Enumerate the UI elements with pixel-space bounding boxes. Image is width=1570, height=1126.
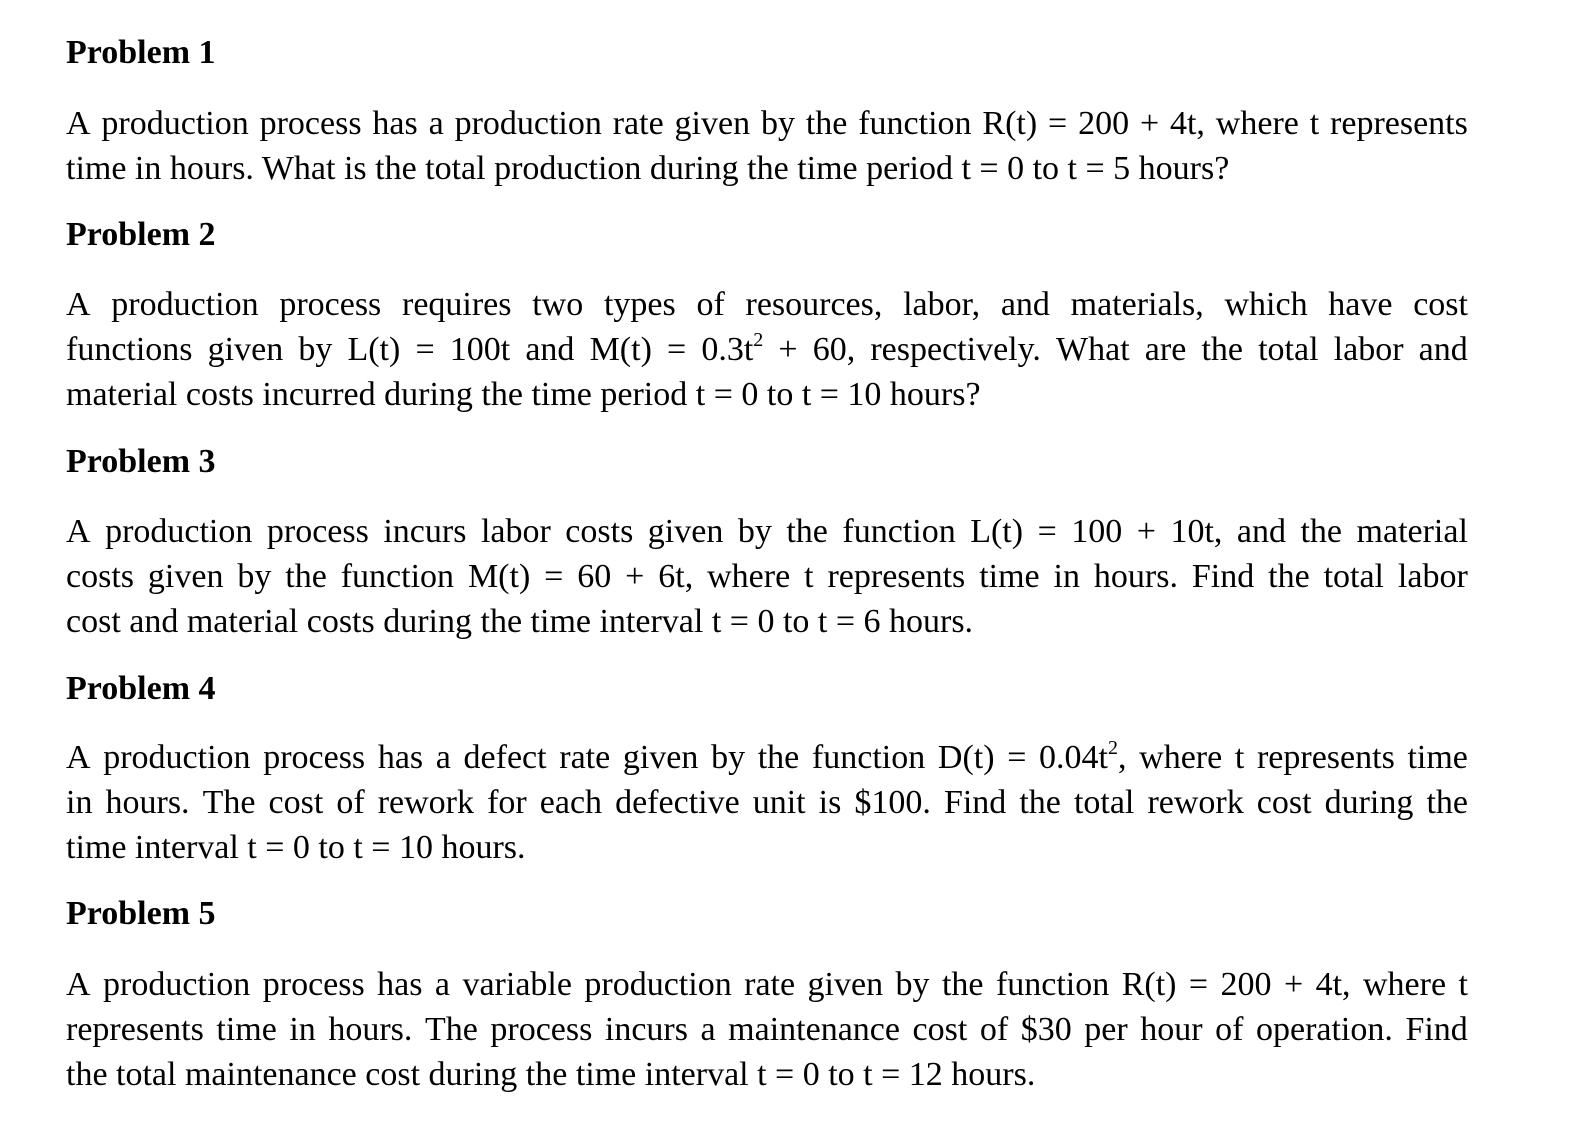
word: = — [1048, 105, 1068, 142]
word: in — [66, 784, 93, 821]
word: in — [289, 1011, 316, 1048]
problem-2-line-2 — [66, 327, 1468, 372]
word: = — [415, 331, 435, 368]
word: defective — [615, 784, 740, 821]
word: production — [584, 966, 732, 1003]
word: the — [1300, 513, 1343, 550]
problem-2-text — [66, 282, 1468, 417]
word: of — [1215, 1011, 1244, 1048]
word: of — [336, 784, 365, 821]
problem-3-text — [66, 509, 1468, 644]
word: Find — [943, 784, 1007, 821]
word: functions — [66, 331, 193, 368]
word: M(t) — [589, 331, 652, 368]
word: by — [711, 739, 746, 776]
word: where — [707, 558, 791, 595]
word: which — [1224, 286, 1308, 323]
problem-5-line-3: the total maintenance cost during the time interval t = 0 to t = 12 hours. — [66, 1056, 1036, 1093]
word: each — [539, 784, 603, 821]
problem-5-heading: Problem 5 — [66, 895, 216, 932]
problem-4-line-1 — [66, 735, 1468, 780]
word: A — [66, 513, 91, 550]
word: has — [372, 105, 418, 142]
word: rate — [744, 966, 796, 1003]
word: L(t) — [347, 331, 401, 368]
word: by — [298, 331, 333, 368]
word: production — [101, 105, 249, 142]
word: process — [490, 1011, 593, 1048]
problem-2-line-3: material costs incurred during the time period t = 0 to t = 10 hours? — [66, 376, 981, 413]
word: $100. — [854, 784, 931, 821]
word: t — [1309, 105, 1320, 142]
word: A — [66, 105, 91, 142]
word: rate — [612, 105, 664, 142]
word: + — [778, 331, 798, 368]
word: the — [941, 966, 984, 1003]
word: $30 — [1020, 1011, 1072, 1048]
word: respectively. — [870, 331, 1041, 368]
word: a — [435, 739, 451, 776]
word: process — [259, 105, 362, 142]
word: hours. — [1093, 558, 1178, 595]
word: production — [111, 286, 259, 323]
word: What — [1056, 331, 1130, 368]
word: hour — [1140, 1011, 1203, 1048]
word: 6t, — [658, 558, 694, 595]
problem-1-line-1 — [66, 101, 1468, 146]
word: + — [1136, 513, 1156, 550]
word: The — [202, 784, 256, 821]
word: represents — [1256, 739, 1395, 776]
word: 200 — [1078, 105, 1130, 142]
word: cost — [1256, 784, 1312, 821]
word: by — [760, 105, 795, 142]
word: and — [1236, 513, 1286, 550]
word: total — [1323, 558, 1385, 595]
word: of — [979, 1011, 1009, 1048]
word: for — [487, 784, 527, 821]
word: function — [340, 558, 455, 595]
word: per — [1084, 1011, 1128, 1048]
word: rework — [377, 784, 475, 821]
word: and — [1000, 286, 1050, 323]
word: where — [1139, 739, 1223, 776]
problem-2-line-1 — [66, 282, 1468, 327]
word: function — [811, 739, 926, 776]
word: incurs — [604, 1011, 688, 1048]
word: defect — [463, 739, 547, 776]
word: = — [1037, 513, 1057, 550]
word: rework — [1147, 784, 1244, 821]
word: 200 — [1220, 966, 1272, 1003]
word: represents — [66, 1011, 204, 1048]
word: by — [737, 513, 772, 550]
word: material — [1356, 513, 1468, 550]
word: where — [1215, 105, 1299, 142]
word: a — [700, 1011, 716, 1048]
word: given — [207, 331, 284, 368]
word: t — [1458, 966, 1468, 1003]
problem-1-heading: Problem 1 — [66, 34, 216, 71]
word: process — [263, 739, 366, 776]
word: maintenance — [728, 1011, 900, 1048]
word: M(t) — [467, 558, 531, 595]
word: production — [105, 513, 253, 550]
word: have — [1328, 286, 1393, 323]
problem-5-line-2 — [66, 1007, 1468, 1052]
word: represents — [1330, 105, 1468, 142]
word: function — [858, 105, 972, 142]
word: labor — [1333, 331, 1404, 368]
word: 4t, — [1315, 966, 1351, 1003]
word: = — [544, 558, 564, 595]
word: process — [279, 286, 382, 323]
word: cost — [1413, 286, 1468, 323]
word: labor — [1397, 558, 1468, 595]
word: unit — [752, 784, 806, 821]
word: given — [647, 513, 724, 550]
word: $0.3t^2$ — [701, 329, 764, 368]
word: the — [805, 105, 848, 142]
problem-3-line-3: cost and material costs during the time interval t = 0 to t = 6 hours. — [66, 603, 974, 640]
word: the — [1426, 784, 1468, 821]
word: labor — [480, 513, 551, 550]
word: time — [979, 558, 1040, 595]
word: given — [622, 739, 699, 776]
word: D(t) — [937, 739, 995, 776]
word: production — [103, 739, 251, 776]
word: L(t) — [970, 513, 1024, 550]
word: A — [66, 286, 91, 323]
word: + — [1283, 966, 1304, 1003]
word: = — [1007, 739, 1027, 776]
word: 10t, — [1170, 513, 1223, 550]
word: process — [262, 966, 365, 1003]
problem-3-line-1 — [66, 509, 1468, 554]
word: Find — [1191, 558, 1255, 595]
problem-4-heading: Problem 4 — [66, 670, 216, 707]
word: the — [1019, 784, 1061, 821]
word: the — [757, 739, 800, 776]
word: $0.04t^2$, — [1039, 737, 1127, 776]
word: function — [842, 513, 956, 550]
word: operation. — [1255, 1011, 1393, 1048]
word: 100t — [449, 331, 511, 368]
word: total — [1258, 331, 1319, 368]
problem-5-line-1 — [66, 962, 1468, 1007]
word: given — [674, 105, 751, 142]
word: in — [1053, 558, 1080, 595]
word: labor, — [903, 286, 981, 323]
word: 4t, — [1169, 105, 1205, 142]
word: a — [428, 105, 444, 142]
word: hours. — [328, 1011, 413, 1048]
word: = — [667, 331, 687, 368]
word: materials, — [1070, 286, 1204, 323]
word: requires — [402, 286, 512, 323]
word: represents — [827, 558, 966, 595]
word: R(t) — [982, 105, 1038, 142]
word: variable — [462, 966, 572, 1003]
word: production — [454, 105, 602, 142]
word: function — [995, 966, 1110, 1003]
word: is — [818, 784, 842, 821]
word: during — [1324, 784, 1414, 821]
word: 60 — [577, 558, 612, 595]
word: has — [377, 966, 423, 1003]
word: two — [532, 286, 584, 323]
word: total — [1073, 784, 1135, 821]
word: costs — [66, 558, 134, 595]
word: has — [377, 739, 424, 776]
word: the — [786, 513, 828, 550]
word: types — [603, 286, 676, 323]
word: t — [1234, 739, 1245, 776]
word: given — [147, 558, 224, 595]
word: the — [1201, 331, 1243, 368]
word: and — [525, 331, 575, 368]
word: The — [424, 1011, 478, 1048]
word: production — [103, 966, 251, 1003]
word: given — [807, 966, 884, 1003]
word: of — [696, 286, 725, 323]
word: the — [285, 558, 327, 595]
word: time — [1407, 739, 1468, 776]
word: process — [266, 513, 369, 550]
word: R(t) — [1121, 966, 1177, 1003]
problem-3-line-2 — [66, 554, 1468, 599]
problem-5-text — [66, 962, 1468, 1097]
word: cost — [912, 1011, 968, 1048]
word: are — [1144, 331, 1187, 368]
word: rate — [559, 739, 611, 776]
word: time — [216, 1011, 277, 1048]
word: incurs — [383, 513, 467, 550]
word: hours. — [105, 784, 190, 821]
word: a — [434, 966, 451, 1003]
word: costs — [565, 513, 634, 550]
word: + — [625, 558, 645, 595]
word: Find — [1405, 1011, 1468, 1048]
word: 100 — [1071, 513, 1123, 550]
problem-2-heading: Problem 2 — [66, 216, 216, 253]
word: resources, — [745, 286, 883, 323]
word: + — [1139, 105, 1160, 142]
word: t — [804, 558, 814, 595]
problem-1-text — [66, 101, 1468, 191]
word: cost — [268, 784, 324, 821]
word: and — [1418, 331, 1468, 368]
problem-4-line-2 — [66, 780, 1468, 825]
word: where — [1362, 966, 1447, 1003]
word: the — [1268, 558, 1310, 595]
word: by — [895, 966, 930, 1003]
word: = — [1188, 966, 1209, 1003]
word: A — [66, 966, 91, 1003]
problem-4-text — [66, 735, 1468, 870]
word: A — [66, 739, 91, 776]
problem-4-line-3: time interval t = 0 to t = 10 hours. — [66, 829, 526, 866]
word: by — [237, 558, 272, 595]
word: 60, — [812, 331, 856, 368]
problem-3-heading: Problem 3 — [66, 443, 216, 480]
problem-1-line-2: time in hours. What is the total production during the time period t = 0 to t = 5 hours? — [66, 150, 1230, 187]
